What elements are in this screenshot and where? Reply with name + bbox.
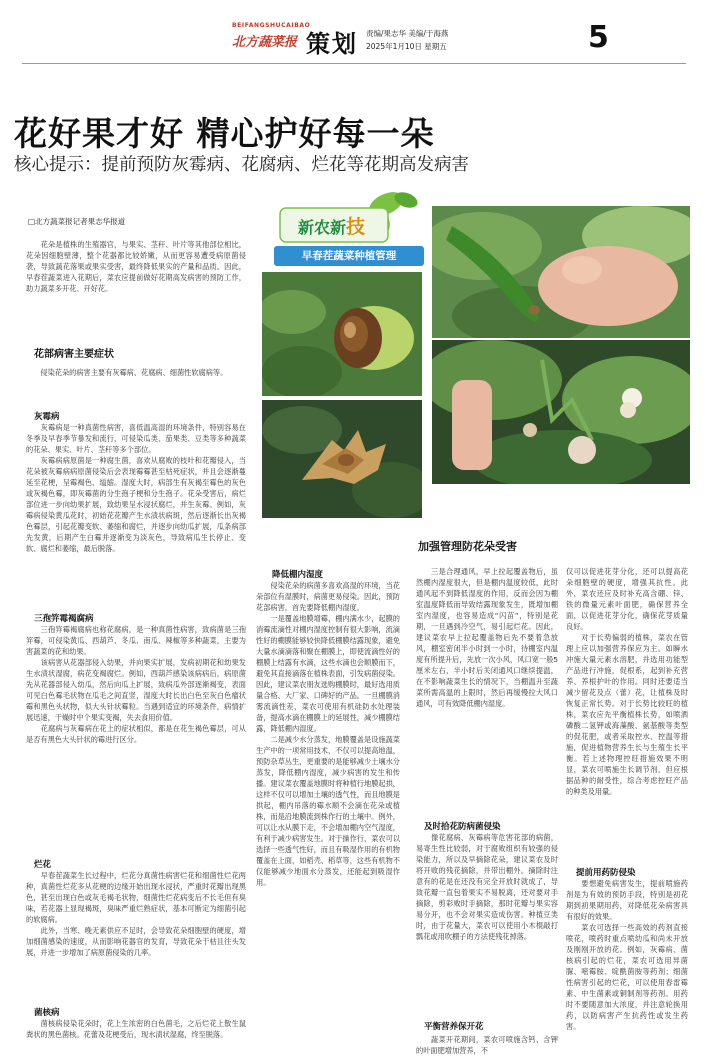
page-number: 5 <box>588 20 609 55</box>
badge-title-prefix: 新农新 <box>298 218 347 237</box>
headline: 花好果才好 精心护好每一朵 <box>14 114 435 153</box>
col3-paragraph-nutrition: 蔬菜开花期间，菜农可喷施含钙、含钾的叶面肥增加营养，不 <box>416 1035 558 1055</box>
col1-subheading-gray-mold: 灰霉病 <box>34 412 60 422</box>
section-title-management: 加强管理防花朵受害 <box>418 540 517 553</box>
badge-title-highlight: 技 <box>346 216 366 238</box>
col4-subheading-preventive-spray: 提前用药防侵染 <box>576 868 636 878</box>
col3-paragraph-ventilation: 三是合理通风，早上拉起覆盖物后，虽然棚内湿度很大，但是棚内温度较低，此时通风起不到降低湿度的作用，反而会因为棚室温度降低而导致结露现象发生，既增加棚室内湿度，也容易造成“闪苗”，特别是花期，一旦遇到冷空气，易引起烂花。因此，建议菜农早上拉起覆盖物后先不要着急放风，棚室密闭半小时到一小时，待棚室内温度有所提升后，先放一次小风，风口宽一般5厘米左右，半小时后关闭通风口继续提温，在不影响蔬菜生长的情况下，当棚温升至蔬菜所需高温的上限时，然后再缓慢拉大风口通风，可有效降低棚内湿度。 <box>416 567 558 708</box>
badge-banner: 早春茬蔬菜种植管理 <box>274 246 424 266</box>
col3-paragraph-pick-flowers: 像花腐病、灰霉病等危害花部的病菌，易寄生性比较弱，对于腐败组织有较强的侵染能力，所以及早摘除花朵，建议菜农及时将开败的残花摘除，并带出棚外。摘除时注意有的花是在还没有完全开放时就成了，导致花瓣一直包着果实不易脱离，还对要对手摘除，剪彩败时手摘除，那时花瓣与果实容易分开，也不会对果实造成伤害。种植豆类时，由于花量大，菜农可以使用小木棍敲打瓢花或用吹棚子的方法使残花掉落。 <box>416 833 558 941</box>
photo-pepper-blossom-end <box>432 206 690 338</box>
col3-subheading-pick-flowers: 及时拾花防病菌侵染 <box>424 822 501 832</box>
col4-paragraph-nutrition-cont: 仅可以促进花芽分化，还可以提高花朵细胞壁的硬度，增强其抗性。此外，菜农还应及时补充高含硼、锌、铁的微量元素叶面肥，确保营养全面，以促进花芽分化，确保花芽质量良好。 对于长势偏弱的植株，菜农在管理上应以加强营养保应为主。如瞬水冲施大量元素水溶肥，并选用功能型产品进行冲施，促根系，起到补充营养、养根护叶的作用。同时还要适当减少留花及点（蕾）花，让植株及时恢复正常长势。对于长势比较旺的植株，菜农应先平衡植株长势，如喷洒磷酸二氢钾或海藻酸、氨基酸等类型的促花肥，或者采取控水、控温等措施，促进植物营养生长与生殖生长平衡。若上述物理控旺措施效果不明显，菜农可喷施生长调节剂，但应根据品种的耐受性，综合考虑控旺产品的种类及用量。 <box>566 567 688 796</box>
col1-paragraph-brown-rot: 三孢笄霉褐腐病也称花腐病，是一种真菌性病害，致病菌是三孢笄霉，可侵染黄瓜、西葫芦、冬瓜、南瓜、辣椒等多种蔬菜，主要为害蔬菜的花和幼果。 该病害从花器部侵入幼果，并向果实扩展，发病初期花和幼果发生水渍状湿腐，病花变褐腐烂。例如，西葫芦感染该病病后，病原菌先从花器部侵入幼瓜，然后向瓜上扩展，致病瓜外部逐渐褐变，表面可见白色霉毛状物在瓜毛之间直竖，湿度大时长出白色至灰白色瘤状霉和黑色头状物，似大头针状霉粒。当遇到适宜的环境条件，病情扩展迅速，干燥时中个果实变褐，失去食用价值。 花腐病与灰霉病在花上的症状相似，都是在花生褐色霉层，可从是否有黑色大头针状的霉进行区分。 <box>26 625 246 744</box>
masthead-logo: 北方蔬菜报 <box>232 35 298 50</box>
masthead-rule <box>22 63 686 64</box>
byline: □北方蔬菜报记者果志华报道 <box>28 217 126 226</box>
date-line: 2025年1月10日 星期五 <box>366 42 447 51</box>
col1-paragraph-gray-mold: 灰霉病是一种真菌性病害，喜低温高湿的环境条件，特别容易在冬季及早春季节暴发和流行，可侵染瓜类、茄果类、豆类等多种蔬菜的花朵、果实、叶片、茎秆等多个部位。 灰霉病病原菌是一种腐生菌，喜欢从腐败的枝叶和花瓣侵入，当花朵被灰霉病病原菌侵染后会表现霉霉甚至枯死症状，并且会逐渐蔓延至花梗，呈霉褐色、缢缩。湿度大时，病部生有灰褐至霉色的灰色或灰褐色霉，即灰霉菌的分生孢子梗和分生孢子。花朵受害后，病烂部位进一步向幼果扩展，致幼果呈水浸状腐烂，并生灰霉。例如，灰霉病侵染黄瓜花时，初始花花瓣产生水渍状病斑，然后逐渐长出灰褐色霉层，引起花瓣变软、萎缩和腐烂，并逐步向幼瓜扩展，瓜条病部先发黄，后期产生白霉并逐渐变为淡灰色，导致病瓜生长停止、变软、腐烂和萎缩，最后脱落。 <box>26 423 246 553</box>
col1-section-title: 花部病害主要症状 <box>34 349 114 360</box>
col1-paragraph-sclerotinia: 菌核病侵染花朵时，花上生浓密的白色菌毛，之后烂花上散生鼠粪状的黑色菌核。花蕾及花梗受后，现水渍状湿腐，终至脱落。 <box>26 1019 246 1039</box>
subhead: 核心提示：提前预防灰霉病、花腐病、烂花等花期高发病害 <box>14 155 469 175</box>
masthead-pinyin: BEIFANGSHUCAIBAO <box>232 22 311 29</box>
col1-subheading-sclerotinia: 菌核病 <box>34 1008 60 1018</box>
column-badge <box>268 186 426 270</box>
editor-line: 责编/果志华 美编/于海燕 <box>366 29 449 38</box>
col4-paragraph-preventive-spray: 要想避免病害发生，提前喷施药剂是为有效的预防手段，特别是初花期到初果期用药，对降低花朵病害具有很好的效果。 菜农可选择一些高效的药剂直接喷花，喷药时重点喷幼瓜和尚未开放及刚刚开放的花。例如，灰霉病、菌核病引起的烂花，菜农可选用异菌脲、嘧霉胺、啶酰菌胺等药剂；细菌性病害引起的烂花，可以使用春雷霉素、中生菌素或铜制剂等药剂。用药时不要随意加大浓度，并注意轮换用药，以防病害产生抗药性或发生药害。 <box>566 879 688 1031</box>
intro-paragraph: 花朵是植株的生殖器官，与果实、茎秆、叶片等其他部位相比，花朵因细胞壁薄，整个花器都比较娇嫩，从而更容易遭受病原菌侵袭，导致蔬花落果或果实受害，最终降低果实的产量和品质。因此，早春茬蔬菜进入花期后，菜农应提前做好花期高发病害的预防工作，助力蔬菜多开花、开好花。 <box>26 240 246 293</box>
badge-title <box>298 212 365 239</box>
col2-subheading-humidity: 降低棚内湿度 <box>272 570 324 580</box>
section-label: 策划 <box>306 30 358 58</box>
col2-paragraph-humidity: 侵染花朵的病菌多喜欢高湿的环境，当花朵部位有湿膜时，病菌更易侵染。因此，预防花部病害，首先要降低棚内湿度。 一是覆盖地膜增霉，棚内满水少，起膜的消霉流滴性对棚内湿度控制有很大影响，流滴性好的棚膜能够较快降低棚膜结露现象，避免大量水滴滴落和聚在棚膜上，即使流滴性好的棚膜上结露有水滴，这些水滴也会顺膜而下，避免其直接滴落在植株表面，引发病菌侵染。因此，建议菜农朋友选购棚膜时，最好选用质量合格、大厂家、口碑好的产品。一旦棚膜消雾流滴性差，菜农可使用有机硅防水处理装备，提高水滴在棚膜上的延展性，减少棚膜结露，降低棚内湿度。 二是减少水分蒸发，地膜覆盖是设施蔬菜生产中的一项常用技术，不仅可以提高地温，预防杂草丛生，更重要的是能够减少土壤水分蒸发，降低棚内湿度，减少病害的发生和传播。建议菜农覆盖地膜时将种植行地膜起拱，这样不仅可以增加土壤的透气性，而且地膜是拱起，棚内吊落的霉水顺不会滴在花朵或植株，而是沿地膜流到株作行的土壤中。例外，可以让水从膜下走，不会增加棚内空气湿度，有利于减少病害发生。对于操作行，菜农可以选择一些透气性好，而且有吸湿作用的有机物覆盖在上面，如稻壳、稻草等，这些有机物不仅能够减少地面水分蒸发，还能起到吸湿作用。 <box>256 581 400 887</box>
col1-subheading-rotten-flower: 烂花 <box>34 860 52 870</box>
col1-paragraph-rotten-flower: 早春茬蔬菜生长过程中，烂花分真菌性病害烂花和细菌性烂花两种，真菌性烂花多从花梗的边缘开始出现水浸状，严重时花瓣出现黑色，甚至出现白色或灰毛褐毛状物，细菌性烂花病变后不长毛但有臭味，若花器上显现褐斑，臭味严重烂熟症状，基本可断定为细菌引起的软腐病。 此外，当寒、晚无素供应不足时，会导致花朵细胞壁的硬度，增加细菌感染的速度，从而影响花器官的发育，导致花朵干枯且往头发展，并进一步增加了病原菌侵染的几率。 <box>26 871 246 957</box>
col3-subheading-nutrition: 平衡营养保开花 <box>424 1022 484 1032</box>
photo-pepper-flowers <box>432 340 690 484</box>
masthead <box>0 0 708 64</box>
photo-withered-flower <box>262 400 422 518</box>
col1-lead: 侵染花朵的病害主要有灰霉病、花腐病、细菌性软腐病等。 <box>26 368 228 377</box>
photo-rotting-fruit <box>262 272 422 396</box>
col1-subheading-brown-rot: 三孢笄霉褐腐病 <box>34 614 94 624</box>
